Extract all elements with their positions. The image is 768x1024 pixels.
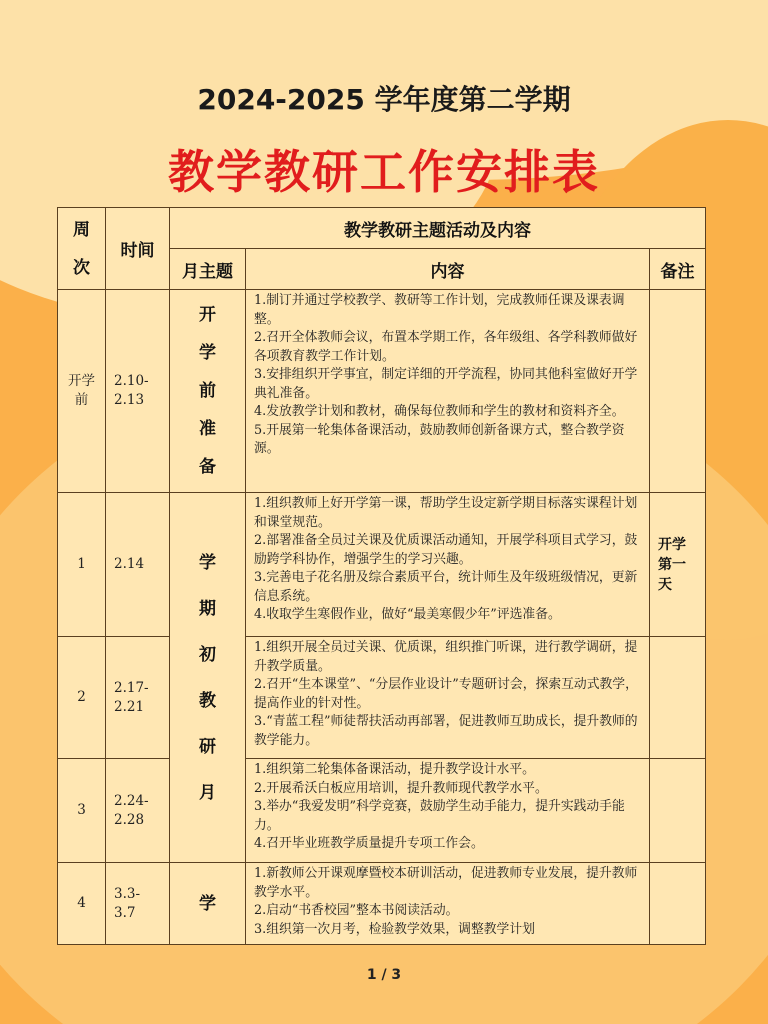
content-item: 3.安排组织开学事宜，制定详细的开学流程，协同其他科室做好开学典礼准备。: [254, 367, 638, 401]
table-row: [58, 290, 706, 493]
header-time: 时间: [106, 208, 170, 290]
content-item: 2.召开全体教师会议，布置本学期工作，各年级组、各学科教师做好各项教育教学工作计划。: [254, 330, 638, 364]
table-row: [58, 637, 706, 759]
remark-cell: [650, 637, 706, 759]
week-cell: 开学 前: [58, 290, 106, 493]
header-month-theme: 月主题: [170, 249, 246, 290]
time-cell: 3.3- 3.7: [106, 863, 170, 945]
header-week: 周 次: [58, 208, 106, 290]
content-cell: [246, 290, 650, 493]
semester-subtitle: 2024-2025 学年度第二学期: [197, 83, 571, 116]
content-item: 2.部署准备全员过关课及优质课活动通知，开展学科项目式学习，鼓励跨学科协作，增强学生的学习兴趣。: [254, 533, 638, 567]
content-item: 2.召开“生本课堂”、“分层作业设计”专题研讨会，探索互动式教学，提高作业的针对性。: [254, 677, 638, 711]
schedule-table: [57, 207, 706, 945]
content-item: 3.举办“我爱发明”科学竞赛，鼓励学生动手能力，提升实践动手能力。: [254, 799, 625, 833]
content-cell: [246, 637, 650, 759]
week-cell: 4: [58, 863, 106, 945]
content-cell: [246, 863, 650, 945]
content-item: 1.制订并通过学校教学、教研等工作计划，完成教师任课及课表调整。: [254, 293, 625, 327]
month-theme-cell: 开 学 前 准 备: [170, 290, 246, 493]
header-activity: 教学教研主题活动及内容: [170, 208, 706, 249]
content-item: 2.开展希沃白板应用培训，提升教师现代教学水平。: [254, 780, 548, 796]
content-item: 5.开展第一轮集体备课活动，鼓励教师创新备课方式，整合教学资源。: [254, 422, 625, 456]
header-content: 内容: [246, 249, 650, 290]
content-item: 3.“青蓝工程”师徒帮扶活动再部署，促进教师互助成长，提升教师的教学能力。: [254, 714, 638, 748]
content-item: 4.召开毕业班教学质量提升专项工作会。: [254, 836, 484, 851]
time-cell: 2.24- 2.28: [106, 759, 170, 863]
content-item: 1.组织开展全员过关课、优质课，组织推门听课，进行教学调研，提升教学质量。: [254, 640, 638, 674]
page-indicator: 1 / 3: [366, 967, 402, 983]
time-cell: 2.17- 2.21: [106, 637, 170, 759]
header-remark: 备注: [650, 249, 706, 290]
remark-cell: [650, 759, 706, 863]
time-cell: 2.14: [106, 493, 170, 637]
time-cell: 2.10- 2.13: [106, 290, 170, 493]
content-item: 3.组织第一次月考，检验教学效果，调整教学计划: [254, 921, 535, 937]
content-item: 1.新教师公开课观摩暨校本研训活动，促进教师专业发展，提升教师教学水平。: [254, 866, 638, 900]
content-item: 1.组织第二轮集体备课活动，提升教学设计水平。: [254, 762, 535, 777]
table-row: [58, 863, 706, 945]
page-title: 教学教研工作安排表: [168, 145, 600, 199]
remark-cell: [650, 290, 706, 493]
content-item: 3.完善电子花名册及综合素质平台，统计师生及年级班级情况，更新信息系统。: [254, 570, 638, 604]
content-item: 4.收取学生寒假作业，做好“最美寒假少年”评选准备。: [254, 607, 561, 622]
content-item: 2.启动“书香校园”整本书阅读活动。: [254, 903, 459, 918]
content-item: 1.组织教师上好开学第一课，帮助学生设定新学期目标落实课程计划和课堂规范。: [254, 496, 638, 530]
week-cell: 1: [58, 493, 106, 637]
content-item: 4.发放教学计划和教材，确保每位教师和学生的教材和资料齐全。: [254, 404, 625, 419]
content-cell: [246, 493, 650, 637]
month-theme-cell: 学 期 初 教 研 月: [170, 493, 246, 863]
remark-cell: 开学 第一 天: [650, 493, 706, 637]
content-cell: [246, 759, 650, 863]
table-row: [58, 759, 706, 863]
table-row: [58, 493, 706, 637]
remark-cell: [650, 863, 706, 945]
month-theme-cell: 学: [170, 863, 246, 945]
week-cell: 3: [58, 759, 106, 863]
week-cell: 2: [58, 637, 106, 759]
